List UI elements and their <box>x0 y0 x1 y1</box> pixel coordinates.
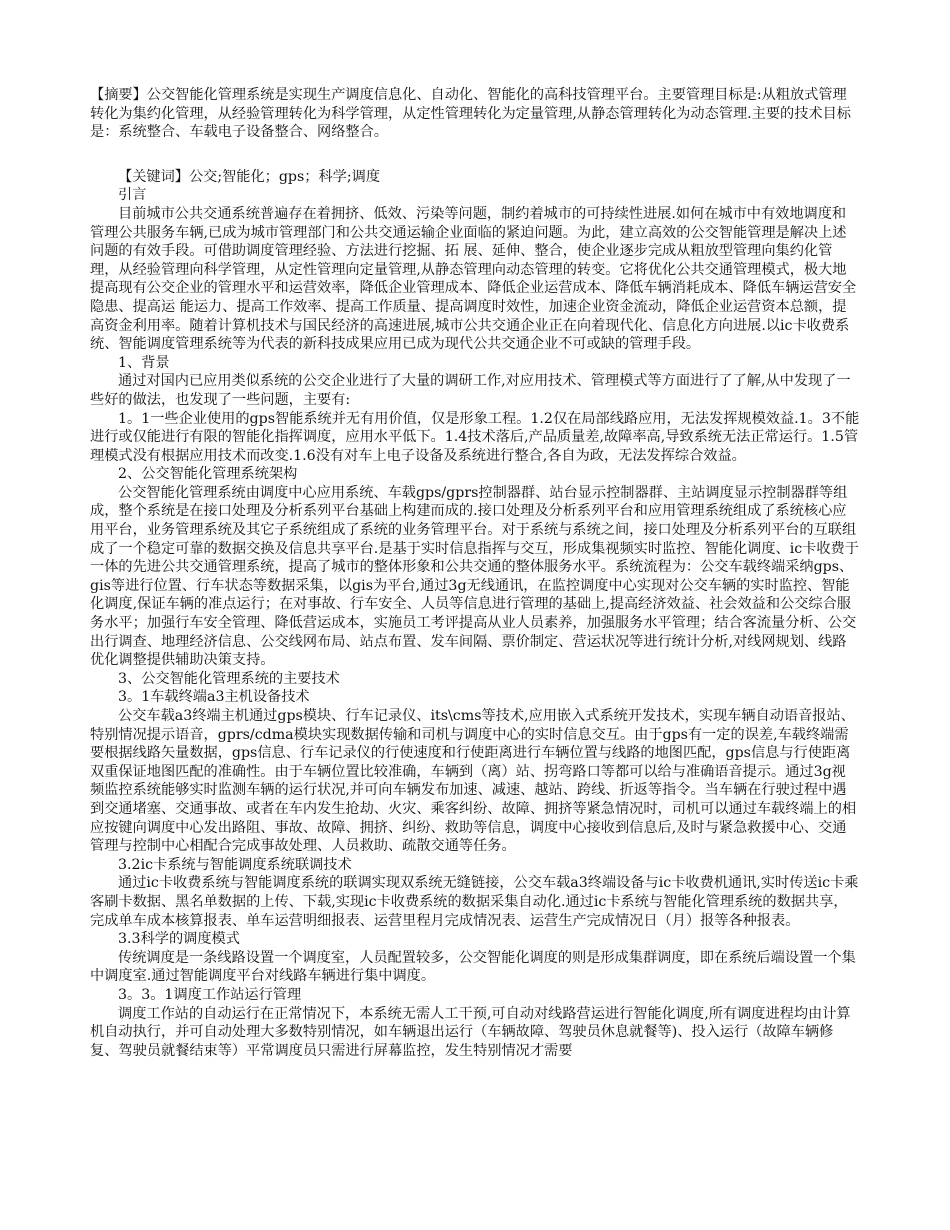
section-3-1-heading: 3。1车载终端a3主机设备技术 <box>118 689 310 706</box>
document-page <box>90 86 860 1060</box>
abstract: 【摘要】公交智能化管理系统是实现生产调度信息化、自动化、智能化的高科技管理平台。主要管理目标是:从粗放式管理转化为集约化管理，从经验管理转化为科学管理，从定性管理转化为定量管理,从静态管理转化为动态管理.主要的技术目标是：系统整合、车载电子设备整合、网络整合。 <box>90 87 851 141</box>
section-2-heading: 2、公交智能化管理系统架构 <box>118 466 298 483</box>
section-1-paragraph-1: 通过对国内已应用类似系统的公交企业进行了大量的调研工作,对应用技术、管理模式等方面进行了了解,从中发现了一些好的做法，也发现了一些问题，主要有: <box>90 373 851 408</box>
section-3-3-paragraph: 传统调度是一条线路设置一个调度室，人员配置较多，公交智能化调度的则是形成集群调度，即在系统后端设置一个集中调度室.通过智能调度平台对线路车辆进行集中调度。 <box>90 949 856 985</box>
section-3-2-heading: 3.2ic卡系统与智能调度系统联调技术 <box>118 856 352 873</box>
section-1-paragraph-2: 1。1一些企业使用的gps智能系统并无有用价值，仅是形象工程。1.2仅在局部线路应用，无法发挥规模效益.1。3不能进行或仅能进行有限的智能化指挥调度，应用水平低下。1.4技术落后,产品质量差,故障率高,导致系统无法正常运行。1.5管理模式没有根据应用技术而改变.1.6没有对车上电子设备及系统进行整合,各自为政，无法发挥综合效益。 <box>90 410 860 464</box>
intro-paragraph: 目前城市公共交通系统普遍存在着拥挤、低效、污染等问题，制约着城市的可持续性进展.如何在城市中有效地调度和管理公共服务车辆,已成为城市管理部门和公共交通运输企业面临的紧迫问题。为此，建立高效的公交智能管理是解决上述问题的有效手段。可借助调度管理经验、方法进行挖掘、拓 展、延伸、整合，使企业逐步完成从粗放型管理向集约化管理，从经验管理向科学管理，从定性管理向定量管理,从静态管理向动态管理的转变。它将优化公共交通管理模式，极大地提高现有公交企业的管理水平和运营效率，降低企业管理成本、降低企业运营成本、降低车辆消耗成本、降低车辆运营安全隐患、提高运 能运力、提高工作效率、提高工作质量、提高调度时效性，加速企业资金流动，降低企业运营资本总额，提高资金利用率。随着计算机技术与国民经济的高速进展,城市公共交通企业正在向着现代化、信息化方向进展.以ic卡收费系统、智能调度管理系统等为代表的新科技成果应用已成为现代公共交通企业不可或缺的管理手段。 <box>90 205 857 353</box>
section-3-1-paragraph: 公交车载a3终端主机通过gps模块、行车记录仪、its\cms等技术,应用嵌入式系统开发技术，实现车辆自动语音报站、特别情况提示语音，gprs/cdma模块实现数据传输和司机与调度中心的实时信息交互。由于gps有一定的误差,车载终端需要根据线路矢量数据，gps信息、行车记录仪的行使速度和行使距离进行车辆位置与线路的地图匹配，gps信息与行使距离双重保证地图匹配的准确性。由于车辆位置比较准确，车辆到（离）站、拐弯路口等都可以给与准确语音提示。通过3g视频监控系统能够实时监测车辆的运行状况,并可向车辆发布加速、减速、越站、跨线、折返等指令。当车辆在行驶过程中遇到交通堵塞、交通事故、或者在车内发生抢劫、火灾、乘客纠纷、故障、拥挤等紧急情况时，司机可以通过车载终端上的相应按键向调度中心发出路阻、事故、故障、拥挤、纠纷、救助等信息，调度中心接收到信息后,及时与紧急救援中心、交通管理与控制中心相配合完成事故处理、人员救助、疏散交通等任务。 <box>90 708 857 855</box>
section-2-paragraph: 公交智能化管理系统由调度中心应用系统、车载gps/gprs控制器群、站台显示控制器群、主站调度显示控制器群等组成，整个系统是在接口处理及分析系列平台基础上构建而成的.接口处理及分析系列平台和应用管理系统组成了系统核心应用平台，业务管理系统及其它子系统组成了系统的业务管理平台。对于系统与系统之间，接口处理及分析系列平台的互联组成了一个稳定可靠的数据交换及信息共享平台.是基于实时信息指挥与交互，形成集视频实时监控、智能化调度、ic卡收费于一体的先进公共交通管理系统，提高了城市的整体形象和公共交通的整体服务水平。系统流程为：公交车载终端采纳gps、gis等进行位置、行车状态等数据采集，以gis为平台,通过3g无线通讯，在监控调度中心实现对公交车辆的实时监控、智能化调度,保证车辆的准点运行；在对事故、行车安全、人员等信息进行管理的基础上,提高经济效益、社会效益和公交综合服务水平；加强行车安全管理、降低营运成本，实施员工考评提高从业人员素养，加强服务水平管理；结合客流量分析、公交出行调查、地理经济信息、公交线网布局、站点布置、发车间隔、票价制定、营运状况等进行统计分析,对线网规划、线路优化调整提供辅助决策支持。 <box>90 484 859 669</box>
section-3-2-paragraph: 通过ic卡收费系统与智能调度系统的联调实现双系统无缝链接，公交车载a3终端设备与ic卡收费机通讯,实时传送ic卡乘客刷卡数据、黑名单数据的上传、下载,实现ic卡收费系统的数据采集自动化.通过ic卡系统与智能化管理系统的数据共享，完成单车成本核算报表、单车运营明细报表、运营里程月完成情况表、运营生产完成情况日（月）报等各种报表。 <box>90 875 859 929</box>
keywords: 【关键词】公交;智能化；gps；科学;调度 <box>118 168 381 185</box>
section-3-3-1-paragraph: 调度工作站的自动运行在正常情况下，本系统无需人工干预,可自动对线路营运进行智能化调度,所有调度进程均由计算机自动执行，并可自动处理大多数特别情况，如车辆退出运行（车辆故障、驾驶员休息就餐等)、投入运行（故障车辆修复、驾驶员就餐结束等）平常调度员只需进行屏幕监控，发生特别情况才需要 <box>90 1005 851 1059</box>
section-3-3-heading: 3.3科学的调度模式 <box>118 931 240 948</box>
section-3-3-1-heading: 3。3。1调度工作站运行管理 <box>118 986 302 1003</box>
section-1-heading: 1、背景 <box>118 354 170 371</box>
intro-heading: 引言 <box>118 187 147 204</box>
section-3-heading: 3、公交智能化管理系统的主要技术 <box>118 670 340 687</box>
